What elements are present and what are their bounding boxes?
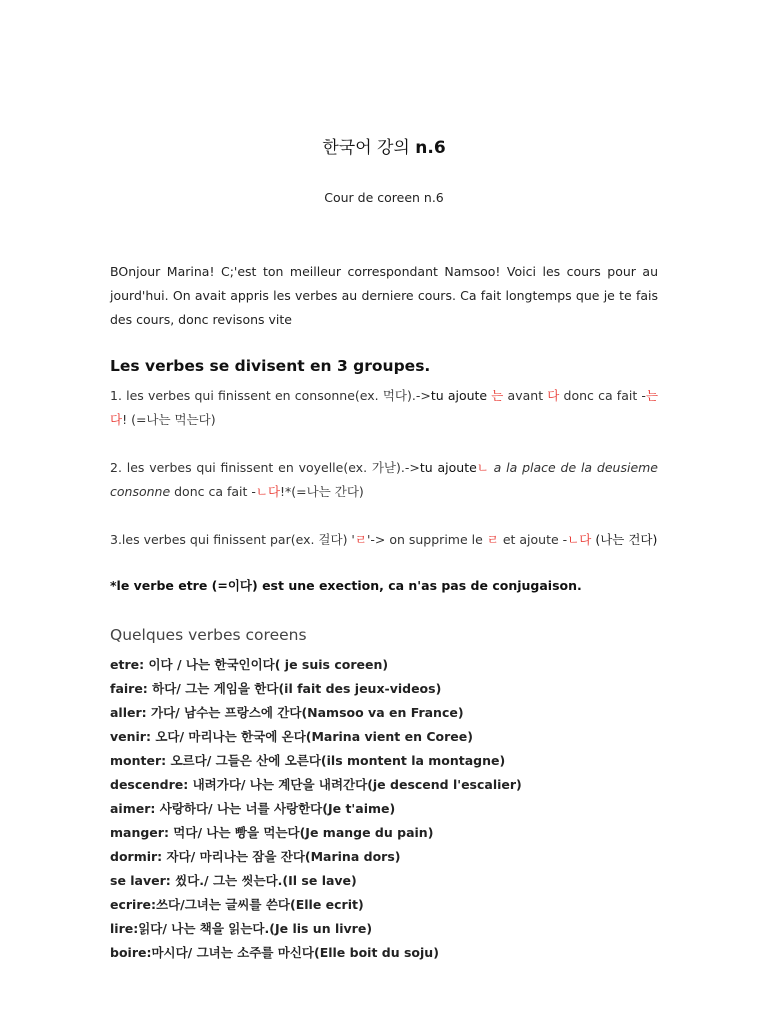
list-item: monter: 오르다/ 그들은 산에 오른다(ils montent la montagne): [110, 753, 506, 768]
title-number: n.6: [415, 138, 446, 158]
rule-1-result: 는다: [110, 388, 659, 427]
list-item: aller: 가다/ 남수는 프랑스에 간다(Namsoo va en France): [110, 705, 464, 720]
rule-2-instruction: tu ajoute: [419, 460, 477, 475]
rule-2-result: ㄴ다: [255, 484, 281, 499]
list-item: aimer: 사랑하다/ 나는 너를 사랑한다(Je t'aime): [110, 801, 396, 816]
rule-3-text-3: et ajoute -: [498, 532, 568, 547]
list-item: venir: 오다/ 마리나는 한국에 온다(Marina vient en Coree): [110, 729, 473, 744]
rule-1-text-3: donc ca fait -: [559, 388, 646, 403]
rule-1-text: 1. les verbes qui finissent en consonne(ex. 먹다).->: [110, 388, 431, 403]
rule-3-example: (나는 건다): [591, 532, 658, 547]
rule-2-italic: a la place de la deusieme consonne: [110, 460, 658, 499]
verb-list: [110, 653, 670, 965]
rule-2-text-2: donc ca fait -: [170, 484, 256, 499]
rule-2-suffix: ㄴ: [476, 460, 489, 475]
rule-3-result: ㄴ다: [567, 532, 592, 547]
list-item: descendre: 내려가다/ 나는 계단을 내려간다(je descend l'escalier): [110, 777, 522, 792]
rule-1-ending: 다: [547, 388, 560, 403]
list-item: boire:마시다/ 그녀는 소주를 마신다(Elle boit du soju): [110, 945, 439, 960]
rule-2-text: 2. les verbes qui finissent en voyelle(ex. 가낟).->: [110, 460, 420, 475]
list-item: lire:읽다/ 나는 책을 읽는다.(Je lis un livre): [110, 921, 373, 936]
exception-note: *le verbe etre (=이다) est une exection, ca n'as pas de conjugaison.: [110, 578, 582, 593]
intro-paragraph: BOnjour Marina! C;'est ton meilleur correspondant Namsoo! Voici les cours pour au jourd'hui. On avait appris les verbes au derniere cours. Ca fait longtemps que je te fais des cours, donc revisons vite: [110, 264, 658, 327]
list-item: ecrire:쓰다/그녀는 글씨를 쓴다(Elle ecrit): [110, 897, 364, 912]
list-item: dormir: 자다/ 마리나는 잠을 잔다(Marina dors): [110, 849, 401, 864]
rule-1-text-2: avant: [503, 388, 548, 403]
rule-2-example: !*(=나는 간다): [280, 484, 364, 499]
rule-1: [110, 384, 658, 432]
list-item: manger: 먹다/ 나는 빵을 먹는다(Je mange du pain): [110, 825, 434, 840]
groups-heading: Les verbes se divisent en 3 groupes.: [110, 357, 431, 375]
page-subtitle: Cour de coreen n.6: [324, 190, 444, 205]
page-title: [110, 133, 658, 158]
rule-3-text: 3.les verbes qui finissent par(ex. 걸다) ': [110, 532, 355, 547]
rule-3-letter: ㄹ: [354, 532, 367, 547]
list-item: faire: 하다/ 그는 게임을 한다(il fait des jeux-videos): [110, 681, 442, 696]
rule-3-letter-2: ㄹ: [486, 532, 499, 547]
rule-2: [110, 456, 658, 504]
rule-3: [110, 528, 658, 552]
list-item: etre: 이다 / 나는 한국인이다( je suis coreen): [110, 657, 389, 672]
verbs-heading: Quelques verbes coreens: [110, 626, 307, 644]
rule-3-text-2: '-> on supprime le: [366, 532, 487, 547]
list-item: se laver: 씼다./ 그는 씻는다.(Il se lave): [110, 873, 357, 888]
rule-1-example: ! (=나는 먹는다): [122, 412, 216, 427]
rule-1-suffix: 는: [491, 388, 504, 403]
title-korean: 한국어 강의: [322, 138, 416, 158]
rule-1-instruction: tu ajoute: [430, 388, 492, 403]
